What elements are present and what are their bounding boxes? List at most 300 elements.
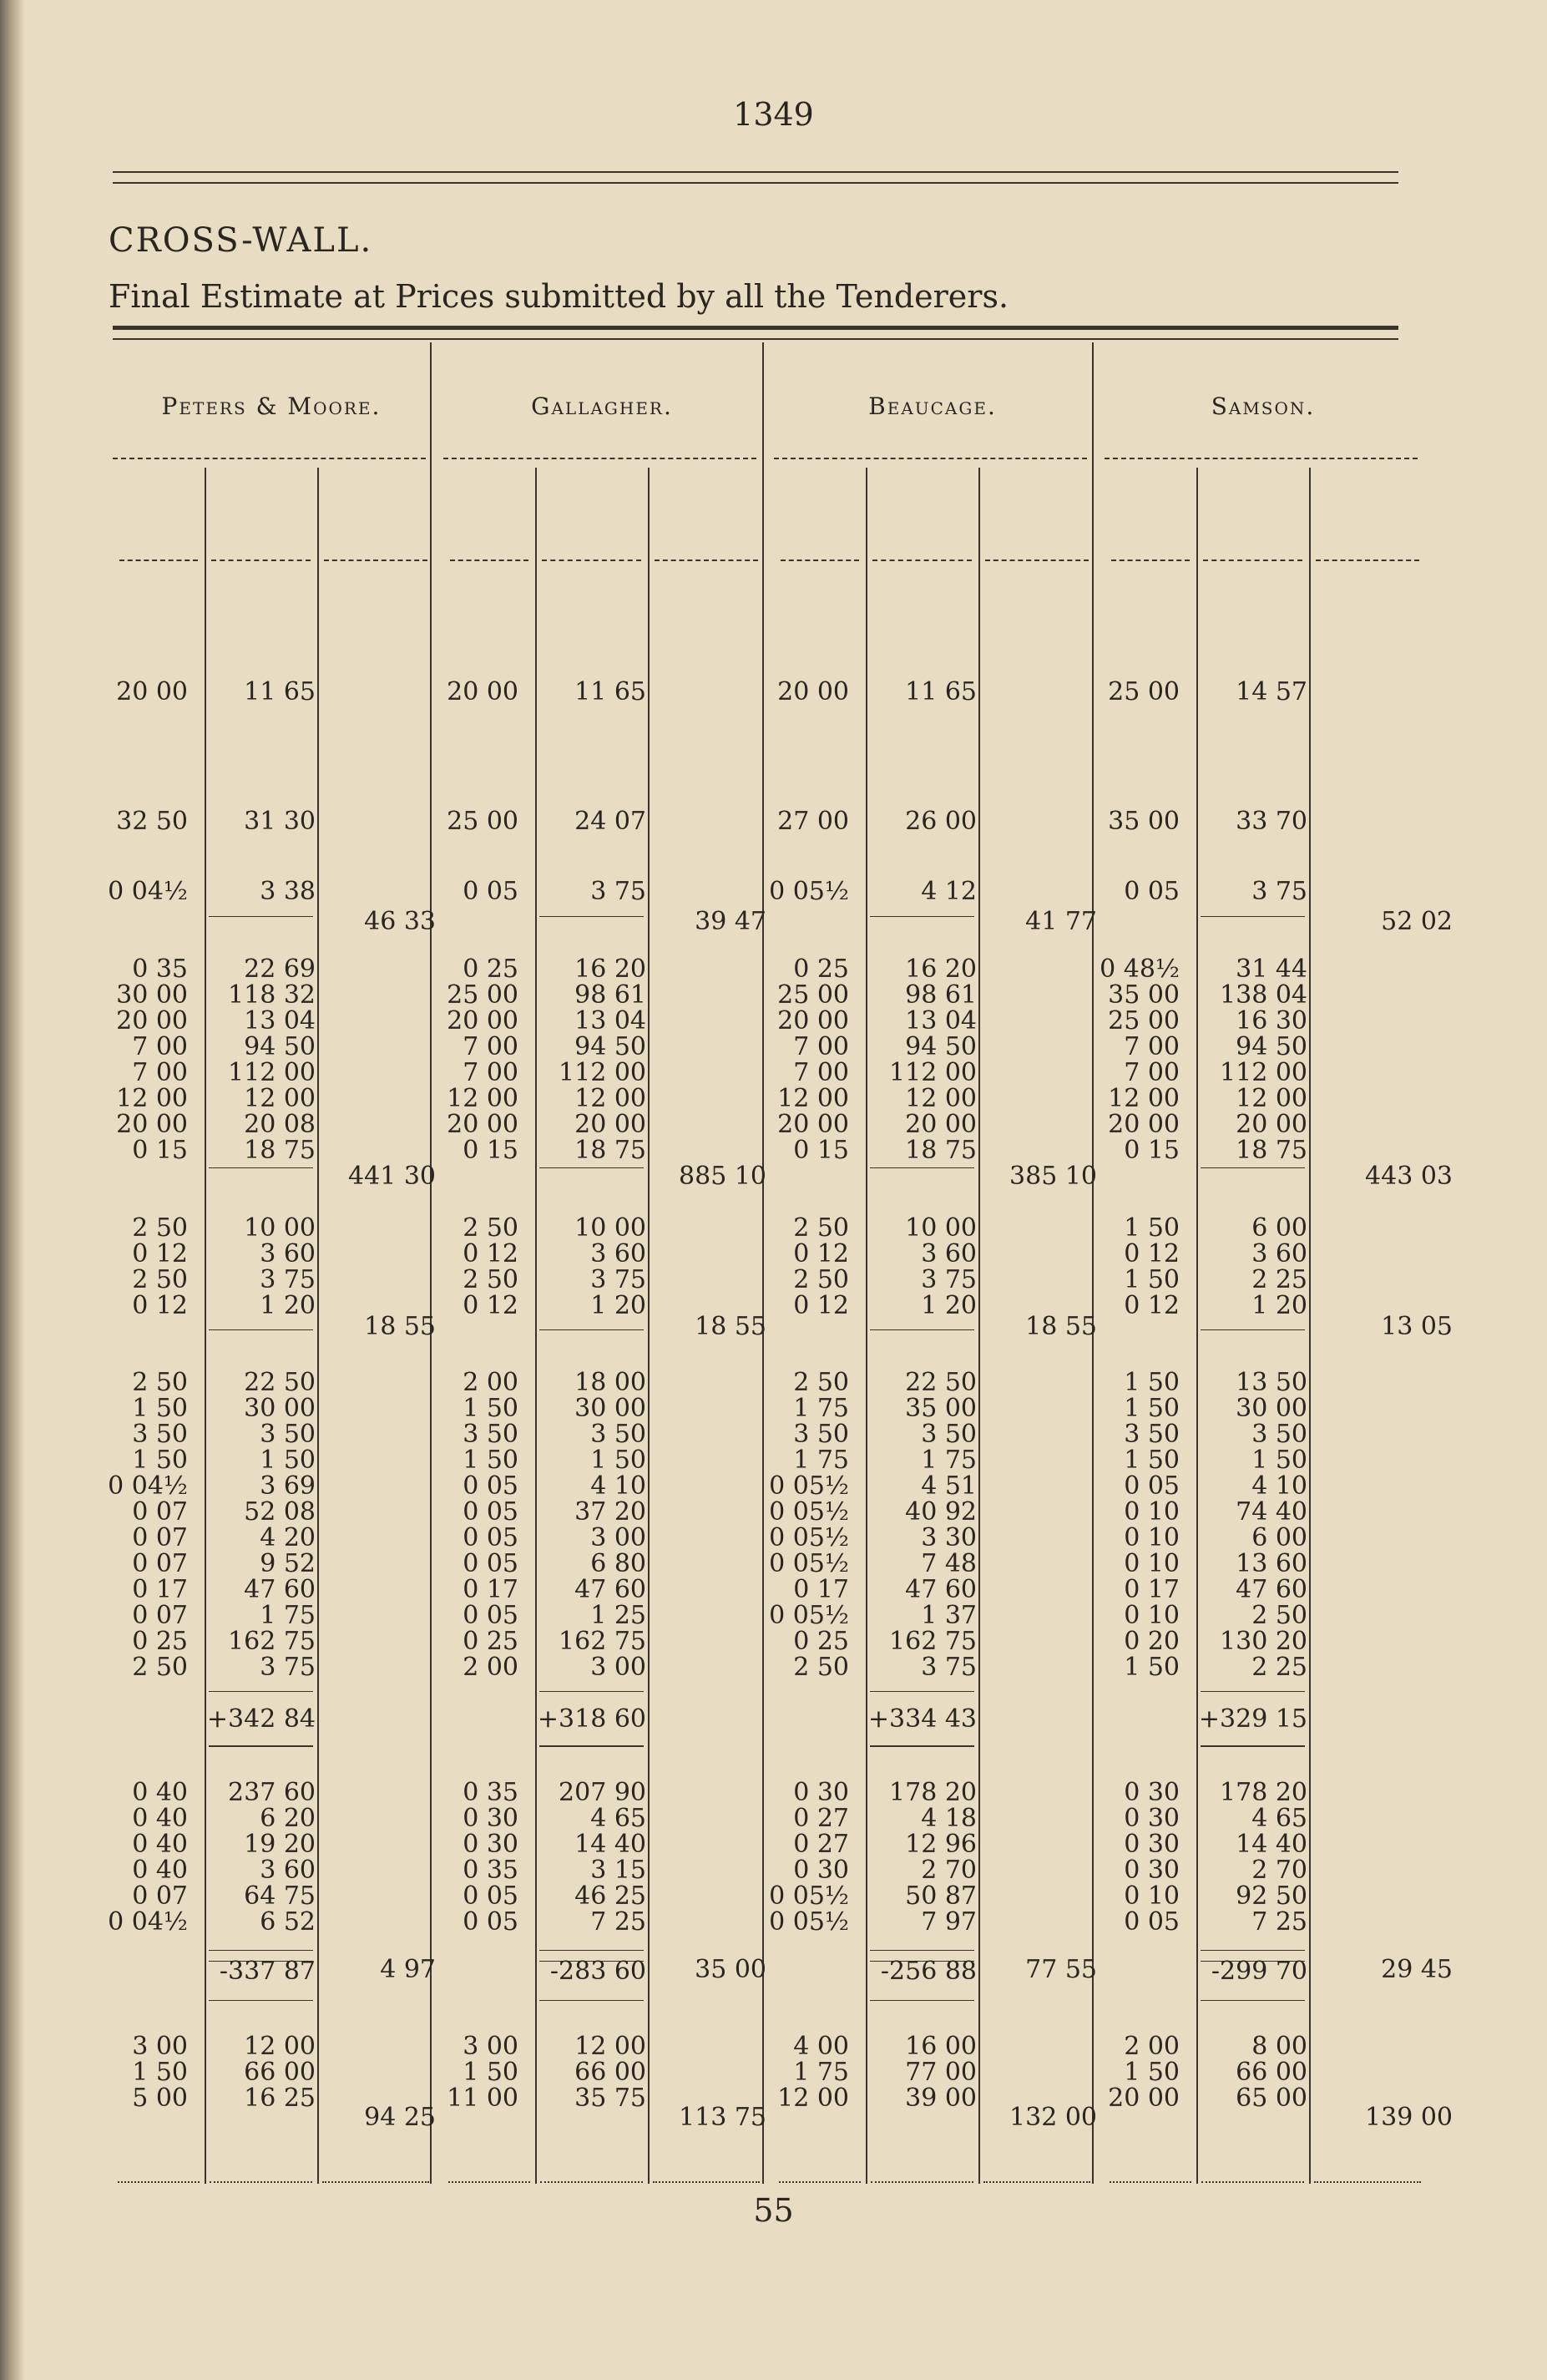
subtotal-rule	[870, 1329, 974, 1330]
amount-cell: 3 00	[590, 1523, 646, 1552]
column-rule	[1196, 585, 1198, 618]
column-rule	[978, 468, 980, 2184]
rate-cell: 1 50	[1124, 1394, 1180, 1423]
rate-cell: 2 00	[463, 1653, 518, 1682]
subtotal-rule	[870, 2000, 974, 2001]
amount-cell: 22 50	[905, 1368, 977, 1397]
rate-cell: 0 04½	[108, 877, 188, 906]
amount-cell: 12 96	[905, 1830, 977, 1859]
plus-subtotal: +342 84	[206, 1704, 316, 1734]
amount-cell: 66 00	[1236, 2058, 1307, 2087]
column-header-underline	[450, 560, 528, 561]
rate-cell: 0 07	[132, 1497, 188, 1527]
minus-subtotal: -299 70	[1211, 1957, 1307, 1986]
rate-cell: 3 50	[1124, 1420, 1180, 1449]
rate-cell: 0 12	[132, 1291, 188, 1320]
rate-cell: 0 30	[1124, 1856, 1180, 1885]
rate-cell: 0 25	[463, 955, 518, 984]
amount-cell: 14 57	[1236, 677, 1307, 706]
amount-cell: 35 75	[574, 2084, 646, 2113]
amount-cell: 47 60	[905, 1575, 977, 1604]
rate-cell: 0 05½	[769, 877, 849, 906]
footer-dots	[1110, 2181, 1191, 2183]
rate-cell: 1 50	[1124, 1213, 1180, 1243]
amount-cell: 3 50	[590, 1420, 646, 1449]
rate-cell: 1 50	[463, 1446, 518, 1475]
rate-cell: 12 00	[116, 1084, 188, 1113]
column-rule	[866, 585, 867, 618]
plus-subtotal: +318 60	[537, 1704, 646, 1734]
amount-cell: 13 04	[905, 1006, 977, 1036]
rate-cell: 0 12	[793, 1291, 849, 1320]
subtotal-rule	[870, 916, 974, 917]
amount-cell: 1 20	[1251, 1291, 1307, 1320]
amount-cell: 94 50	[244, 1032, 316, 1061]
amount-cell: 6 52	[260, 1907, 316, 1937]
column-rule	[205, 468, 206, 2184]
rate-cell: 0 05	[463, 1549, 518, 1578]
table-top-rule-thick	[113, 326, 1398, 330]
rate-cell: 0 05½	[769, 1471, 849, 1501]
subtotal-rule	[209, 2000, 313, 2001]
amount-cell: 4 18	[921, 1804, 977, 1833]
amount-cell: 3 75	[921, 1653, 977, 1682]
column-rule	[1196, 468, 1198, 2184]
amount-cell: 52 08	[244, 1497, 316, 1527]
rate-cell: 0 05½	[769, 1881, 849, 1911]
rate-cell: 1 50	[1124, 1446, 1180, 1475]
subtotal-rule	[209, 1329, 313, 1330]
amount-cell: 2 70	[921, 1856, 977, 1885]
rate-cell: 0 25	[132, 1627, 188, 1656]
rate-cell: 2 50	[463, 1213, 518, 1243]
rate-cell: 0 05	[463, 1601, 518, 1630]
amount-cell: 13 50	[1236, 1368, 1307, 1397]
rate-cell: 2 50	[132, 1368, 188, 1397]
amount-cell: 138 04	[1220, 980, 1307, 1010]
footer-dots	[210, 2181, 312, 2183]
amount-cell: 13 04	[574, 1006, 646, 1036]
rate-cell: 4 00	[793, 2032, 849, 2061]
section-total: 443 03	[1365, 1162, 1453, 1191]
amount-cell: 178 20	[889, 1778, 977, 1807]
rate-cell: 0 25	[463, 1627, 518, 1656]
rate-cell: 0 12	[793, 1239, 849, 1268]
table-top-rule-thin	[113, 338, 1398, 340]
amount-cell: 10 00	[905, 1213, 977, 1243]
firm-underline	[1105, 458, 1418, 459]
amount-cell: 22 69	[244, 955, 316, 984]
amount-cell: 1 50	[1251, 1446, 1307, 1475]
rate-cell: 0 07	[132, 1881, 188, 1911]
subtotal-rule	[209, 916, 313, 917]
amount-cell: 2 25	[1251, 1653, 1307, 1682]
column-rule	[317, 468, 319, 2184]
amount-cell: 33 70	[1236, 807, 1307, 836]
firm-heading: Gallagher.	[531, 392, 673, 420]
amount-cell: 16 00	[905, 2032, 977, 2061]
rate-cell: 0 05	[463, 1523, 518, 1552]
amount-cell: 18 75	[574, 1136, 646, 1165]
column-rule	[1309, 468, 1311, 2184]
section-total: 18 55	[695, 1312, 766, 1341]
subtotal-rule	[539, 1329, 644, 1330]
page-number: 1349	[733, 96, 814, 133]
subtotal-rule	[870, 1167, 974, 1168]
rate-cell: 0 05	[1124, 877, 1180, 906]
rate-cell: 20 00	[447, 1006, 518, 1036]
rate-cell: 0 05½	[769, 1497, 849, 1527]
amount-cell: 14 40	[574, 1830, 646, 1859]
rate-cell: 2 50	[463, 1265, 518, 1294]
rate-cell: 2 50	[793, 1265, 849, 1294]
column-rule	[866, 468, 867, 2184]
amount-cell: 3 75	[590, 877, 646, 906]
rate-cell: 0 15	[132, 1136, 188, 1165]
amount-cell: 1 50	[260, 1446, 316, 1475]
footer-dots	[779, 2181, 861, 2183]
column-header-underline	[211, 560, 311, 561]
amount-cell: 12 00	[574, 1084, 646, 1113]
amount-cell: 7 97	[921, 1907, 977, 1937]
rate-cell: 20 00	[777, 677, 849, 706]
amount-cell: 31 30	[244, 807, 316, 836]
amount-cell: 47 60	[1236, 1575, 1307, 1604]
rate-cell: 0 12	[1124, 1239, 1180, 1268]
rate-cell: 1 50	[463, 1394, 518, 1423]
rate-cell: 20 00	[777, 1110, 849, 1139]
firm-heading: Samson.	[1211, 392, 1316, 420]
footer-dots	[983, 2181, 1090, 2183]
rate-cell: 0 35	[463, 1778, 518, 1807]
amount-cell: 26 00	[905, 807, 977, 836]
subtotal-rule	[539, 916, 644, 917]
amount-cell: 12 00	[1236, 1084, 1307, 1113]
subtotal-rule	[1201, 1167, 1305, 1168]
amount-cell: 12 00	[244, 1084, 316, 1113]
rate-cell: 0 10	[1124, 1881, 1180, 1911]
amount-cell: 98 61	[574, 980, 646, 1010]
rate-cell: 2 50	[132, 1213, 188, 1243]
amount-cell: 2 70	[1251, 1856, 1307, 1885]
rate-cell: 0 27	[793, 1830, 849, 1859]
amount-cell: 35 00	[905, 1394, 977, 1423]
amount-cell: 20 00	[1236, 1110, 1307, 1139]
rate-cell: 0 30	[1124, 1778, 1180, 1807]
rate-cell: 0 07	[132, 1601, 188, 1630]
rate-cell: 7 00	[463, 1032, 518, 1061]
amount-cell: 3 15	[590, 1856, 646, 1885]
amount-cell: 11 65	[905, 677, 977, 706]
section-total: 77 55	[1025, 1955, 1097, 1984]
section-total: 441 30	[348, 1162, 436, 1191]
amount-cell: 3 38	[260, 877, 316, 906]
rate-cell: 0 12	[463, 1239, 518, 1268]
amount-cell: 12 00	[905, 1084, 977, 1113]
amount-cell: 31 44	[1236, 955, 1307, 984]
footer-dots	[322, 2181, 429, 2183]
subtotal-rule	[209, 1691, 313, 1692]
column-rule	[535, 468, 537, 2184]
rate-cell: 7 00	[793, 1032, 849, 1061]
amount-cell: 3 75	[260, 1265, 316, 1294]
group-separator	[1092, 342, 1094, 2184]
section-total: 4 97	[380, 1955, 436, 1984]
rate-cell: 0 05	[1124, 1471, 1180, 1501]
rate-cell: 0 30	[793, 1778, 849, 1807]
firm-underline	[774, 458, 1087, 459]
rate-cell: 0 05½	[769, 1523, 849, 1552]
amount-cell: 11 65	[244, 677, 316, 706]
amount-cell: 112 00	[559, 1058, 646, 1087]
subtotal-rule	[539, 2000, 644, 2001]
rate-cell: 1 50	[1124, 2058, 1180, 2087]
rate-cell: 0 05	[463, 1497, 518, 1527]
page-subtitle: Final Estimate at Prices submitted by all the Tenderers.	[109, 278, 1009, 315]
footer-dots	[871, 2181, 973, 2183]
amount-cell: 66 00	[574, 2058, 646, 2087]
column-header-underline	[781, 560, 859, 561]
subtotal-rule	[870, 1691, 974, 1692]
amount-cell: 20 00	[905, 1110, 977, 1139]
section-total: 18 55	[1025, 1312, 1097, 1341]
section-total: 885 10	[679, 1162, 766, 1191]
rate-cell: 0 15	[463, 1136, 518, 1165]
minus-subtotal: -283 60	[549, 1957, 646, 1986]
subtotal-rule	[1201, 1691, 1305, 1692]
amount-cell: 4 65	[590, 1804, 646, 1833]
section-total: 35 00	[695, 1955, 766, 1984]
rate-cell: 0 12	[1124, 1291, 1180, 1320]
amount-cell: 3 75	[921, 1265, 977, 1294]
rate-cell: 0 05	[1124, 1907, 1180, 1937]
page-edge	[0, 0, 25, 2380]
amount-cell: 3 69	[260, 1471, 316, 1501]
amount-cell: 3 60	[921, 1239, 977, 1268]
rate-cell: 27 00	[777, 807, 849, 836]
amount-cell: 3 50	[921, 1420, 977, 1449]
rate-cell: 3 50	[463, 1420, 518, 1449]
amount-cell: 2 50	[1251, 1601, 1307, 1630]
amount-cell: 3 75	[590, 1265, 646, 1294]
amount-cell: 19 20	[244, 1830, 316, 1859]
rate-cell: 0 12	[463, 1291, 518, 1320]
rate-cell: 32 50	[116, 807, 188, 836]
top-rule-1	[113, 171, 1398, 173]
amount-cell: 1 75	[260, 1601, 316, 1630]
amount-cell: 178 20	[1220, 1778, 1307, 1807]
rate-cell: 1 50	[132, 1446, 188, 1475]
rate-cell: 1 75	[793, 1394, 849, 1423]
amount-cell: 7 25	[1251, 1907, 1307, 1937]
amount-cell: 94 50	[574, 1032, 646, 1061]
plus-subtotal: +329 15	[1198, 1704, 1307, 1734]
subtotal-rule	[1201, 2000, 1305, 2001]
rate-cell: 0 17	[132, 1575, 188, 1604]
page-title: CROSS-WALL.	[109, 221, 373, 260]
amount-cell: 66 00	[244, 2058, 316, 2087]
rate-cell: 0 15	[793, 1136, 849, 1165]
rate-cell: 12 00	[447, 1084, 518, 1113]
amount-cell: 162 75	[889, 1627, 977, 1656]
rate-cell: 25 00	[447, 980, 518, 1010]
rate-cell: 0 10	[1124, 1601, 1180, 1630]
rate-cell: 0 10	[1124, 1497, 1180, 1527]
amount-cell: 4 65	[1251, 1804, 1307, 1833]
subtotal-rule	[539, 1950, 644, 1951]
amount-cell: 207 90	[559, 1778, 646, 1807]
rate-cell: 0 30	[463, 1804, 518, 1833]
rate-cell: 0 07	[132, 1523, 188, 1552]
amount-cell: 18 75	[244, 1136, 316, 1165]
rate-cell: 0 04½	[108, 1907, 188, 1937]
amount-cell: 14 40	[1236, 1830, 1307, 1859]
rate-cell: 0 05	[463, 1907, 518, 1937]
amount-cell: 1 50	[590, 1446, 646, 1475]
amount-cell: 46 25	[574, 1881, 646, 1911]
column-header-underline	[324, 560, 427, 561]
rate-cell: 5 00	[132, 2084, 188, 2113]
amount-cell: 112 00	[1220, 1058, 1307, 1087]
amount-cell: 11 65	[574, 677, 646, 706]
rate-cell: 0 05½	[769, 1601, 849, 1630]
rate-cell: 35 00	[1108, 807, 1180, 836]
footer-dots	[1201, 2181, 1304, 2183]
section-total: 29 45	[1381, 1955, 1453, 1984]
subtotal-rule	[209, 1167, 313, 1168]
amount-cell: 162 75	[228, 1627, 316, 1656]
rate-cell: 0 48½	[1100, 955, 1180, 984]
amount-cell: 3 30	[921, 1523, 977, 1552]
column-header-underline	[119, 560, 198, 561]
rate-cell: 7 00	[463, 1058, 518, 1087]
rate-cell: 0 35	[132, 955, 188, 984]
amount-cell: 37 20	[574, 1497, 646, 1527]
amount-cell: 98 61	[905, 980, 977, 1010]
rate-cell: 7 00	[1124, 1032, 1180, 1061]
rate-cell: 35 00	[1108, 980, 1180, 1010]
amount-cell: 6 00	[1251, 1213, 1307, 1243]
amount-cell: 65 00	[1236, 2084, 1307, 2113]
group-separator	[762, 342, 764, 2184]
rate-cell: 25 00	[1108, 1006, 1180, 1036]
rate-cell: 0 40	[132, 1830, 188, 1859]
firm-heading: Beaucage.	[868, 392, 997, 420]
rate-cell: 1 50	[132, 1394, 188, 1423]
amount-cell: 12 00	[244, 2032, 316, 2061]
amount-cell: 4 10	[590, 1471, 646, 1501]
firm-underline	[443, 458, 756, 459]
amount-cell: 47 60	[244, 1575, 316, 1604]
amount-cell: 39 00	[905, 2084, 977, 2113]
rate-cell: 0 20	[1124, 1627, 1180, 1656]
rate-cell: 0 30	[463, 1830, 518, 1859]
rate-cell: 0 05	[463, 1881, 518, 1911]
footer-dots	[118, 2181, 200, 2183]
plus-subtotal: +334 43	[867, 1704, 977, 1734]
rate-cell: 2 50	[793, 1653, 849, 1682]
rate-cell: 0 17	[793, 1575, 849, 1604]
rate-cell: 1 50	[463, 2058, 518, 2087]
amount-cell: 16 30	[1236, 1006, 1307, 1036]
rate-cell: 2 50	[793, 1368, 849, 1397]
amount-cell: 3 75	[260, 1653, 316, 1682]
amount-cell: 30 00	[574, 1394, 646, 1423]
section-total: 139 00	[1365, 2103, 1453, 2132]
amount-cell: 3 50	[260, 1420, 316, 1449]
rate-cell: 20 00	[116, 677, 188, 706]
amount-cell: 112 00	[889, 1058, 977, 1087]
column-header-underline	[655, 560, 758, 561]
amount-cell: 16 20	[905, 955, 977, 984]
amount-cell: 13 04	[244, 1006, 316, 1036]
rate-cell: 1 50	[1124, 1653, 1180, 1682]
amount-cell: 237 60	[228, 1778, 316, 1807]
rate-cell: 0 25	[793, 955, 849, 984]
amount-cell: 3 60	[260, 1856, 316, 1885]
rate-cell: 2 50	[793, 1213, 849, 1243]
rate-cell: 2 50	[132, 1265, 188, 1294]
amount-cell: 4 12	[921, 877, 977, 906]
rate-cell: 3 50	[132, 1420, 188, 1449]
amount-cell: 18 00	[574, 1368, 646, 1397]
amount-cell: 3 60	[260, 1239, 316, 1268]
rate-cell: 1 50	[132, 2058, 188, 2087]
column-header-underline	[1203, 560, 1302, 561]
column-header-underline	[1111, 560, 1190, 561]
amount-cell: 94 50	[1236, 1032, 1307, 1061]
subtotal-rule	[209, 1950, 313, 1951]
amount-cell: 18 75	[905, 1136, 977, 1165]
rate-cell: 7 00	[793, 1058, 849, 1087]
amount-cell: 1 37	[921, 1601, 977, 1630]
rate-cell: 12 00	[777, 2084, 849, 2113]
group-separator	[430, 342, 432, 2184]
minus-subtotal: -256 88	[880, 1957, 977, 1986]
subtotal-rule	[1201, 916, 1305, 917]
rate-cell: 0 05½	[769, 1907, 849, 1937]
subtotal-rule	[539, 1745, 644, 1747]
amount-cell: 24 07	[574, 807, 646, 836]
section-total: 18 55	[364, 1312, 436, 1341]
firm-underline	[113, 458, 426, 459]
rate-cell: 20 00	[447, 677, 518, 706]
subtotal-rule	[870, 1950, 974, 1951]
rate-cell: 2 00	[1124, 2032, 1180, 2061]
amount-cell: 3 50	[1251, 1420, 1307, 1449]
rate-cell: 0 30	[1124, 1830, 1180, 1859]
rate-cell: 12 00	[1108, 1084, 1180, 1113]
amount-cell: 30 00	[1236, 1394, 1307, 1423]
rate-cell: 0 27	[793, 1804, 849, 1833]
amount-cell: 20 08	[244, 1110, 316, 1139]
minus-subtotal: -337 87	[219, 1957, 316, 1986]
rate-cell: 20 00	[116, 1006, 188, 1036]
amount-cell: 162 75	[559, 1627, 646, 1656]
rate-cell: 20 00	[1108, 2084, 1180, 2113]
amount-cell: 18 75	[1236, 1136, 1307, 1165]
rate-cell: 11 00	[447, 2084, 518, 2113]
amount-cell: 77 00	[905, 2058, 977, 2087]
amount-cell: 12 00	[574, 2032, 646, 2061]
amount-cell: 8 00	[1251, 2032, 1307, 2061]
amount-cell: 4 10	[1251, 1471, 1307, 1501]
rate-cell: 0 17	[463, 1575, 518, 1604]
rate-cell: 25 00	[447, 807, 518, 836]
amount-cell: 74 40	[1236, 1497, 1307, 1527]
rate-cell: 12 00	[777, 1084, 849, 1113]
amount-cell: 3 60	[1251, 1239, 1307, 1268]
